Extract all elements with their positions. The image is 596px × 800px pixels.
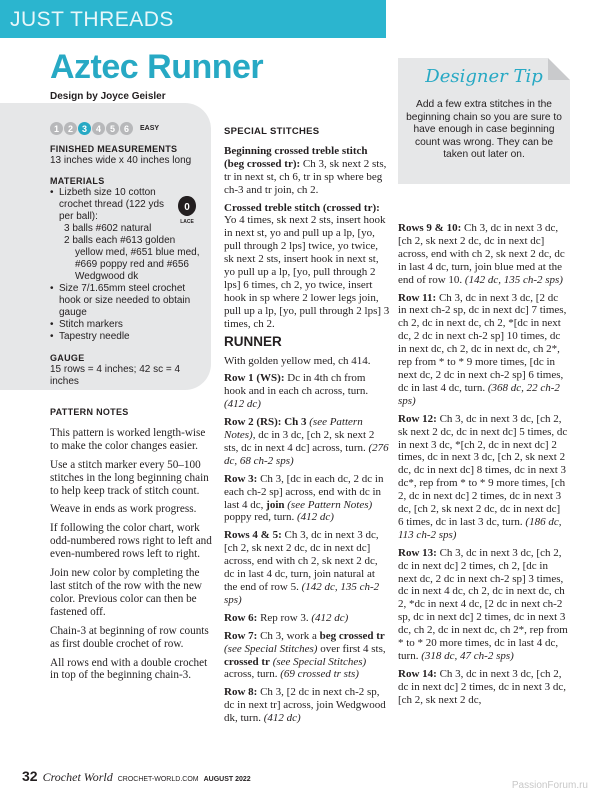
spec-content (50, 122, 210, 388)
lace-label: LACE (180, 219, 194, 225)
skill-dot-5: 5 (106, 122, 119, 135)
row-text: Ch 3, dc in next 3 dc, [ch 2, sk next 2 dc, dc in next dc] across, end with ch 2, sk next 2 dc, dc in last 4 dc, turn, join blue med at the end of row 10. (398, 222, 565, 286)
row-label: Row 1 (WS): (224, 372, 285, 385)
row-label: Row 12: (398, 412, 437, 425)
row-text: across, turn. (224, 668, 278, 681)
row-1 (224, 372, 390, 411)
gauge-text: 15 rows = 4 inches; 42 sc = 4 inches (50, 364, 181, 387)
skill-dot-6: 6 (120, 122, 133, 135)
material-line: • Lizbeth size 10 cotton (59, 187, 156, 198)
row-label: Row 14: (398, 667, 437, 680)
row-text: Ch 3, dc in next 3 dc, [ch 2, sk next 2 dc, dc in next dc] across, end with ch 2, sk next 2 dc, dc in last 4 dc, turn, join natural at the end of row 5. (224, 529, 379, 593)
row-label: Rows 4 & 5: (224, 529, 282, 542)
byline: Design by Joyce Geisler (50, 91, 166, 102)
row-text: Dc in 4th ch from hook and in each ch across, turn. (224, 372, 369, 398)
skill-dot-1: 1 (50, 122, 63, 135)
row-text: Ch 3, dc in next 3 dc, [ch 2, dc in next dc] 2 times, ch 2, [dc in next dc, 2 dc in next ch-2 sp] 3 times, dc in next 4 dc, ch 2, dc in next dc, ch 2, *dc in next 4 dc, [2 dc in next ch-2 sp, dc in next dc] 2 times, dc in next 3 dc, ch 2, dc in next dc, ch 2*, rep from * to * 20 more times, dc in last 4 dc, turn. (398, 546, 568, 662)
note-2: Use a stitch marker every 50–100 stitches in the long beginning chain to help keep track of stitch count. (50, 458, 209, 497)
section-label: JUST THREADS (10, 8, 174, 31)
watermark: PassionForum.ru (511, 780, 588, 791)
material-line: hook or size needed to obtain (59, 295, 191, 306)
row-term: beg crossed tr (319, 629, 385, 642)
material-line: gauge (59, 307, 87, 318)
row-11 (398, 292, 568, 408)
row-text: Ch 3, dc in next 3 dc, [ch 2, sk next 2 dc, dc in next dc] 5 times, dc in next 3 dc, *[ch 2, dc in next dc] 2 times, dc in next 3 dc, [ch 2, sk next 2 dc, dc in next dc] 8 times, dc in next 3 dc*, rep from * to * 9 more times, [ch 2, dc in next dc] 2 times, dc in next 3 dc, [ch 2, sk next 2 dc, dc in next dc] 6 times, dc in last 3 dc, turn. (398, 412, 568, 528)
row-label: Row 3: (224, 472, 258, 485)
materials-heading: MATERIALS (50, 176, 105, 186)
row-ref: (see Special Stitches) (224, 642, 318, 655)
row-count: (142 dc, 135 ch-2 sps) (464, 273, 563, 286)
tip-text: Add a few extra stitches in the beginning chain so you are sure to have enough in case beginning count was wrong. They can be taken out later on. (406, 99, 562, 161)
page-number: 32 (22, 768, 38, 784)
material-line: Wedgwood dk (75, 271, 139, 282)
material-line: #669 poppy red and #656 (75, 259, 189, 270)
note-5: Join new color by completing the last stitch of the row with the new color. Previous color can then be fastened off. (50, 567, 202, 618)
row-text: , dc in 3 dc, [ch 2, sk next 2 sts, dc in next 4 dc] across, turn. (224, 429, 375, 454)
material-line: crochet thread (122 yds (59, 199, 165, 210)
note-4: If following the color chart, work odd-numbered rows right to left and even-numbered rows left to right. (50, 522, 212, 561)
row-3 (224, 473, 390, 525)
row-count: (368 dc, 22 ch-2 sps) (398, 381, 560, 407)
stitch-text: Ch 3, sk next 2 sts, tr in next st, ch 6, tr in sp where beg ch-3 and tr join, ch 2. (224, 157, 387, 196)
instructions-column-1 (224, 126, 390, 730)
tip-title: Designer Tip (425, 66, 543, 87)
material-sub-natural: 3 balls #602 natural (64, 223, 152, 234)
magazine-name: Crochet World (42, 770, 113, 784)
gauge-heading: GAUGE (50, 353, 85, 363)
material-markers: • Stitch markers (50, 319, 210, 331)
skill-dot-4: 4 (92, 122, 105, 135)
row-count: (69 crossed tr sts) (280, 668, 359, 681)
runner-heading: RUNNER (224, 333, 282, 349)
row-text: Ch 3, dc in next 3 dc, [ch 2, dc in next dc] 2 times, dc in next 3 dc, [ch 2, sk next 2 dc, (398, 667, 567, 706)
row-ref: (see Pattern Notes) (224, 416, 363, 442)
row-8 (224, 686, 390, 725)
row-label: Row 13: (398, 546, 437, 559)
row-term: crossed tr (224, 655, 270, 668)
material-line: 2 balls each #613 golden (64, 235, 176, 246)
row-label: Row 11: (398, 291, 437, 304)
row-9-10 (398, 222, 568, 287)
row-text: Ch 3, work a (257, 629, 320, 642)
issue-date: AUGUST 2022 (203, 776, 251, 783)
note-7: All rows end with a double crochet in top of the beginning chain-3. (50, 656, 208, 682)
row-label: Row 8: (224, 686, 258, 699)
row-text: Ch 3, dc in next 3 dc, [2 dc in next ch-2 sp, dc in next dc] 7 times, ch 2, dc in next dc, ch 2, *[dc in next dc, 2 dc in next ch-2 sp] 10 times, dc in next dc, ch 2, dc in next dc, ch 2*, rep from * to * 9 more times, [dc in next dc, 2 dc in next ch-2 sp] 6 times, dc in last 4 dc, turn. (398, 291, 567, 394)
row-text: over first 4 sts, (317, 642, 386, 655)
website: CROCHET-WORLD.COM (117, 776, 199, 783)
row-14 (398, 668, 568, 707)
row-count: (412 dc) (297, 511, 334, 524)
material-hook (50, 283, 210, 319)
note-6: Chain-3 at beginning of row counts as first double crochet of row. (50, 624, 209, 650)
row-label: Row 2 (RS): Ch 3 (224, 416, 307, 429)
row-count: (412 dc) (224, 398, 261, 411)
row-label: Row 6: (224, 611, 258, 624)
skill-label: EASY (140, 124, 160, 132)
row-ref: (see Special Stitches) (269, 655, 367, 668)
row-count: (186 dc, 113 ch-2 sps) (398, 515, 562, 541)
row-text: poppy red, turn. (224, 511, 295, 524)
row-count: (276 dc, 68 ch-2 sps) (224, 441, 389, 467)
yarn-weight-lace-icon (177, 195, 197, 225)
note-3: Weave in ends as work progress. (50, 503, 197, 516)
pattern-notes (50, 406, 212, 688)
row-count: (412 dc) (311, 611, 349, 624)
row-label: Rows 9 & 10: (398, 222, 462, 234)
page-title: Aztec Runner (50, 48, 264, 86)
row-13 (398, 547, 568, 663)
row-2 (224, 416, 390, 468)
instructions-column-2 (398, 222, 568, 712)
special-stitches-heading: SPECIAL STITCHES (224, 126, 320, 137)
material-line: • Size 7/1.65mm steel crochet (59, 283, 186, 294)
row-count: (412 dc) (263, 712, 301, 725)
special-stitch-2 (224, 202, 390, 331)
skill-dot-2: 2 (64, 122, 77, 135)
runner-intro: With golden yellow med, ch 414. (224, 354, 371, 367)
row-text: Ch 3, [dc in each dc, 2 dc in each ch-2 sp] across, end with dc in last 4 dc, (224, 472, 384, 511)
skill-level (50, 122, 210, 135)
row-4-5 (224, 529, 390, 606)
finished-heading: FINISHED MEASUREMENTS (50, 144, 178, 154)
stitch-name: Crossed treble stitch (crossed tr): (224, 201, 380, 214)
row-6 (224, 612, 390, 625)
material-sub-colors (50, 235, 210, 283)
notes-heading: PATTERN NOTES (50, 407, 129, 417)
material-line: per ball): (59, 211, 98, 222)
page-footer (22, 768, 251, 785)
lace-number: 0 (184, 202, 190, 213)
row-term: join (266, 498, 285, 511)
row-text: Ch 3, [2 dc in next ch-2 sp, dc in next tr] across, join Wedgwood dk, turn. (224, 686, 386, 725)
row-text: Rep row 3. (257, 611, 309, 624)
row-12 (398, 413, 568, 542)
skill-dot-3-active: 3 (78, 122, 91, 135)
row-count: (318 dc, 47 ch-2 sps) (421, 650, 514, 662)
note-1: This pattern is worked length-wise to make the color changes easier. (50, 426, 206, 452)
row-count: (142 dc, 135 ch-2 sps) (224, 581, 380, 606)
row-label: Row 7: (224, 629, 258, 642)
special-stitch-1 (224, 145, 390, 197)
material-needle: • Tapestry needle (50, 331, 210, 343)
finished-text: 13 inches wide x 40 inches long (50, 155, 192, 166)
stitch-name: Beginning crossed treble stitch (beg crossed tr): (224, 144, 368, 170)
stitch-text: Yo 4 times, sk next 2 sts, insert hook in next st, yo and pull up a lp, [yo, pull through 2 lps] twice, yo twice, sk next 2 sts, insert hook in next st, yo pull up a lp, [yo, pull through 2 lps] 6 times, ch 2, yo twice, insert hook in sp where 2 lower legs join, pull up a lp, [yo, pull through 2 lps] 3 times, ch 2. (224, 214, 390, 330)
material-line: yellow med, #651 blue med, (75, 247, 200, 258)
row-7 (224, 630, 390, 682)
row-ref: (see Pattern Notes) (284, 498, 373, 511)
